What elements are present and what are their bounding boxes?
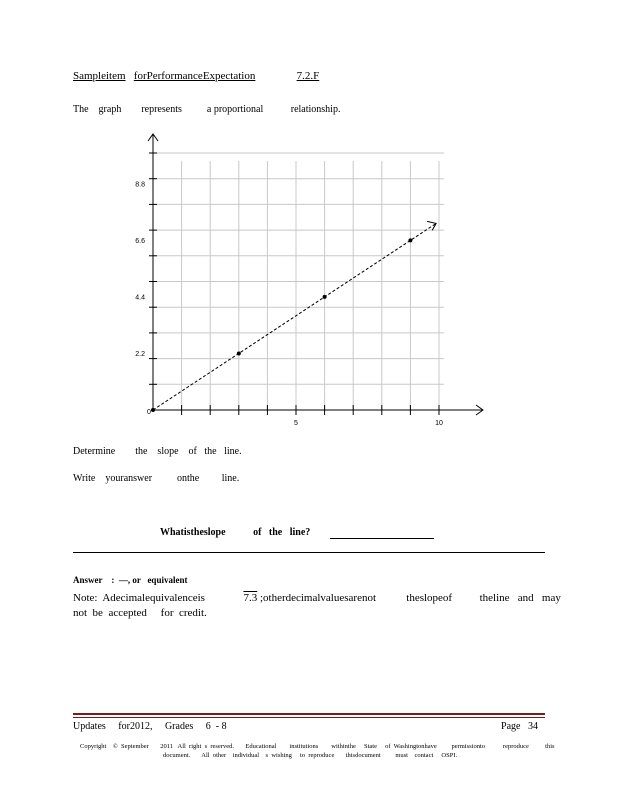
intro-word: a proportional [206,104,264,115]
note-line-2: not be accepted for credit. [73,607,207,619]
graph-grid [153,153,444,410]
copyright-line-2: document. All other individual s wishing to reproduce thisdocument must contact OSPI. [163,752,458,759]
note-segment: theslopeof [406,592,453,604]
copyright-line-1: Copyright © September 2011 All right s reserved. Educational institutions withinthe State of Washingtonhave permissionto reproduce this [80,743,555,750]
footer-word: for2012, [118,721,153,732]
det-word: the [204,446,217,457]
data-point [323,295,327,299]
origin-label: 0 [147,409,151,416]
det-word: slope [157,446,179,457]
determine-instruction [73,446,242,457]
answer-key [73,575,187,585]
data-point [151,408,155,412]
intro-word: graph [98,104,122,115]
answer-blank-line[interactable] [330,538,434,539]
header-code: 7.2.F [296,70,320,82]
y-tick-label: 6.6 [135,237,145,245]
proportional-line [153,223,436,410]
question-word: line? [289,527,311,538]
section-divider [73,552,545,553]
write-word: line. [221,473,240,484]
question-word: Whatistheslope [160,527,226,538]
intro-word: The [73,104,89,115]
y-tick-label: 4.4 [135,294,145,302]
answer-colon: : [111,575,115,585]
header-sample-item: Sampleitem [73,70,126,82]
write-word: Write [73,473,96,484]
note-line-1 [73,592,561,604]
footer-left [73,721,227,732]
note-segment: Note: Adecimalequivalenceis [73,592,205,604]
footer-rule-thin [73,717,545,718]
data-point [237,351,241,355]
write-word: onthe [177,473,200,484]
write-word: youranswer [105,473,153,484]
det-word: the [135,446,148,457]
graph-series [151,221,436,412]
header-performance-expectation: forPerformanceExpectation [133,70,256,82]
footer-rule-thick [73,713,545,715]
graph-ticks [149,153,439,415]
x-tick-label: 10 [435,420,443,427]
det-word: line. [224,446,242,457]
det-word: of [188,446,197,457]
y-tick-label: 8.8 [135,181,145,189]
question-word: of [253,527,262,538]
note-segment: ;otherdecimalvaluesarenot [259,592,377,604]
y-tick-label: 2.2 [135,350,145,358]
note-decimal: 7.3 [243,592,258,604]
slope-question [160,527,310,538]
det-word: Determine [73,446,116,457]
data-point [408,238,412,242]
line-arrow [427,221,436,230]
write-instruction [73,473,239,484]
x-tick-label: 5 [294,420,298,427]
answer-equivalent: equivalent [147,575,188,585]
page-number: Page 34 [501,721,538,732]
answer-value: —, or [118,575,141,585]
question-word: the [268,527,283,538]
intro-word: relationship. [290,104,341,115]
graph-axes [148,134,483,415]
footer-word: Grades [164,721,194,732]
footer-word: Updates [73,721,106,732]
answer-label: Answer [73,575,103,585]
intro-word: represents [141,104,182,115]
note-segment: theline and may [479,592,561,604]
footer-word: 6 - 8 [205,721,227,732]
